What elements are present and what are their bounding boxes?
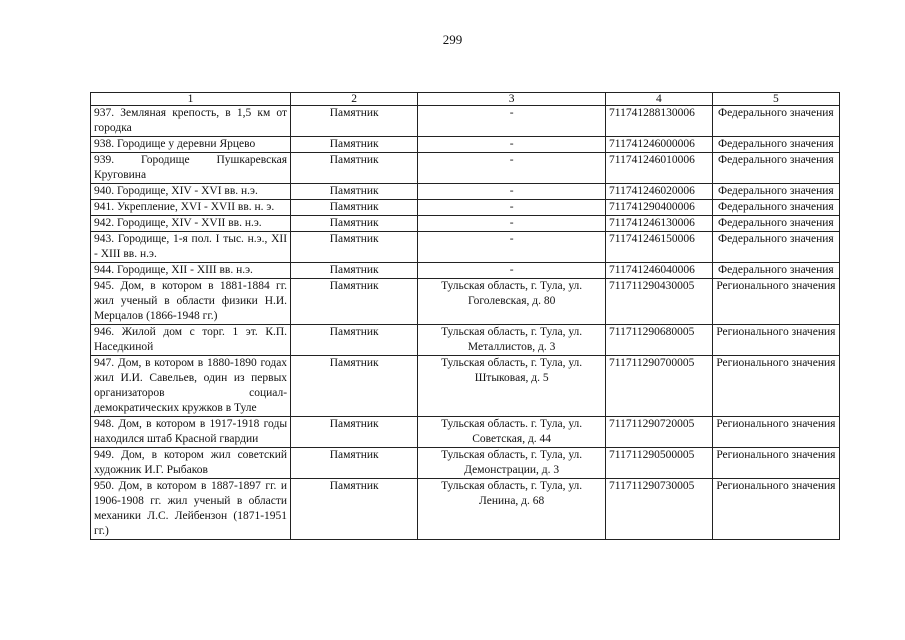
object-name-cell: 938. Городище у деревни Ярцево [91, 137, 291, 153]
column-number-header: 1 [91, 93, 291, 106]
address-cell: - [418, 106, 606, 137]
address-cell: - [418, 216, 606, 232]
address-cell: Тульская область, г. Тула, ул. Ленина, д. 68 [418, 479, 606, 540]
object-name-cell: 943. Городище, 1-я пол. I тыс. н.э., XII - XIII вв. н.э. [91, 232, 291, 263]
address-cell: - [418, 137, 606, 153]
object-type-cell: Памятник [291, 479, 418, 540]
table-row [91, 137, 840, 153]
object-type-cell: Памятник [291, 356, 418, 417]
object-type-cell: Памятник [291, 200, 418, 216]
registry-code-cell: 711741246130006 [606, 216, 713, 232]
object-name-cell: 948. Дом, в котором в 1917-1918 годы находился штаб Красной гвардии [91, 417, 291, 448]
category-cell: Федерального значения [712, 137, 839, 153]
table-row [91, 417, 840, 448]
category-cell: Регионального значения [712, 417, 839, 448]
column-number-header: 2 [291, 93, 418, 106]
object-type-cell: Памятник [291, 184, 418, 200]
address-cell: - [418, 200, 606, 216]
object-name-cell: 939. Городище Пушкаревская Круговина [91, 153, 291, 184]
table-row [91, 356, 840, 417]
object-name-cell: 945. Дом, в котором в 1881-1884 гг. жил ученый в области физики Н.И. Мерцалов (1866-1948 гг.) [91, 279, 291, 325]
category-cell: Регионального значения [712, 479, 839, 540]
column-number-header: 5 [712, 93, 839, 106]
object-type-cell: Памятник [291, 106, 418, 137]
object-name-cell: 942. Городище, XIV - XVII вв. н.э. [91, 216, 291, 232]
object-name-cell: 940. Городище, XIV - XVI вв. н.э. [91, 184, 291, 200]
object-name-cell: 937. Земляная крепость, в 1,5 км от городка [91, 106, 291, 137]
object-name-cell: 950. Дом, в котором в 1887-1897 гг. и 1906-1908 гг. жил ученый в области механики Л.С. Лейбензон (1871-1951 гг.) [91, 479, 291, 540]
registry-code-cell: 711741246010006 [606, 153, 713, 184]
table-row [91, 232, 840, 263]
address-cell: Тульская область. г. Тула, ул. Советская, д. 44 [418, 417, 606, 448]
table-row [91, 153, 840, 184]
category-cell: Регионального значения [712, 279, 839, 325]
registry-code-cell: 711741290400006 [606, 200, 713, 216]
table-row [91, 279, 840, 325]
category-cell: Федерального значения [712, 184, 839, 200]
address-cell: - [418, 263, 606, 279]
category-cell: Федерального значения [712, 232, 839, 263]
category-cell: Федерального значения [712, 263, 839, 279]
object-type-cell: Памятник [291, 153, 418, 184]
object-type-cell: Памятник [291, 448, 418, 479]
registry-code-cell: 711741246020006 [606, 184, 713, 200]
address-cell: Тульская область, г. Тула, ул. Гоголевская, д. 80 [418, 279, 606, 325]
object-type-cell: Памятник [291, 279, 418, 325]
object-name-cell: 949. Дом, в котором жил советский художник И.Г. Рыбаков [91, 448, 291, 479]
registry-code-cell: 711711290680005 [606, 325, 713, 356]
address-cell: Тульская область, г. Тула, ул. Штыковая, д. 5 [418, 356, 606, 417]
column-number-header: 3 [418, 93, 606, 106]
address-cell: - [418, 184, 606, 200]
registry-code-cell: 711711290720005 [606, 417, 713, 448]
table-row [91, 479, 840, 540]
address-cell: Тульская область, г. Тула, ул. Демонстрации, д. 3 [418, 448, 606, 479]
table-row [91, 216, 840, 232]
category-cell: Регионального значения [712, 325, 839, 356]
category-cell: Регионального значения [712, 448, 839, 479]
address-cell: - [418, 232, 606, 263]
table-row [91, 184, 840, 200]
registry-code-cell: 711741288130006 [606, 106, 713, 137]
category-cell: Федерального значения [712, 200, 839, 216]
object-type-cell: Памятник [291, 325, 418, 356]
address-cell: Тульская область, г. Тула, ул. Металлистов, д. 3 [418, 325, 606, 356]
category-cell: Регионального значения [712, 356, 839, 417]
category-cell: Федерального значения [712, 153, 839, 184]
object-name-cell: 941. Укрепление, XVI - XVII вв. н. э. [91, 200, 291, 216]
registry-code-cell: 711741246040006 [606, 263, 713, 279]
table-row [91, 448, 840, 479]
table-row [91, 106, 840, 137]
registry-code-cell: 711711290700005 [606, 356, 713, 417]
table-row [91, 263, 840, 279]
object-type-cell: Памятник [291, 417, 418, 448]
registry-code-cell: 711741246150006 [606, 232, 713, 263]
registry-code-cell: 711741246000006 [606, 137, 713, 153]
table-row [91, 325, 840, 356]
column-number-header: 4 [606, 93, 713, 106]
page-number: 299 [442, 32, 463, 47]
object-type-cell: Памятник [291, 263, 418, 279]
column-number-row [91, 93, 840, 106]
registry-code-cell: 711711290730005 [606, 479, 713, 540]
category-cell: Федерального значения [712, 216, 839, 232]
object-name-cell: 947. Дом, в котором в 1880-1890 годах жил И.И. Савельев, один из первых организаторов социал-демократических кружков в Туле [91, 356, 291, 417]
heritage-registry-table [90, 92, 840, 540]
object-type-cell: Памятник [291, 137, 418, 153]
object-name-cell: 944. Городище, XII - XIII вв. н.э. [91, 263, 291, 279]
object-type-cell: Памятник [291, 216, 418, 232]
registry-code-cell: 711711290430005 [606, 279, 713, 325]
table-row [91, 200, 840, 216]
address-cell: - [418, 153, 606, 184]
object-type-cell: Памятник [291, 232, 418, 263]
registry-code-cell: 711711290500005 [606, 448, 713, 479]
category-cell: Федерального значения [712, 106, 839, 137]
object-name-cell: 946. Жилой дом с торг. 1 эт. К.П. Наседкиной [91, 325, 291, 356]
